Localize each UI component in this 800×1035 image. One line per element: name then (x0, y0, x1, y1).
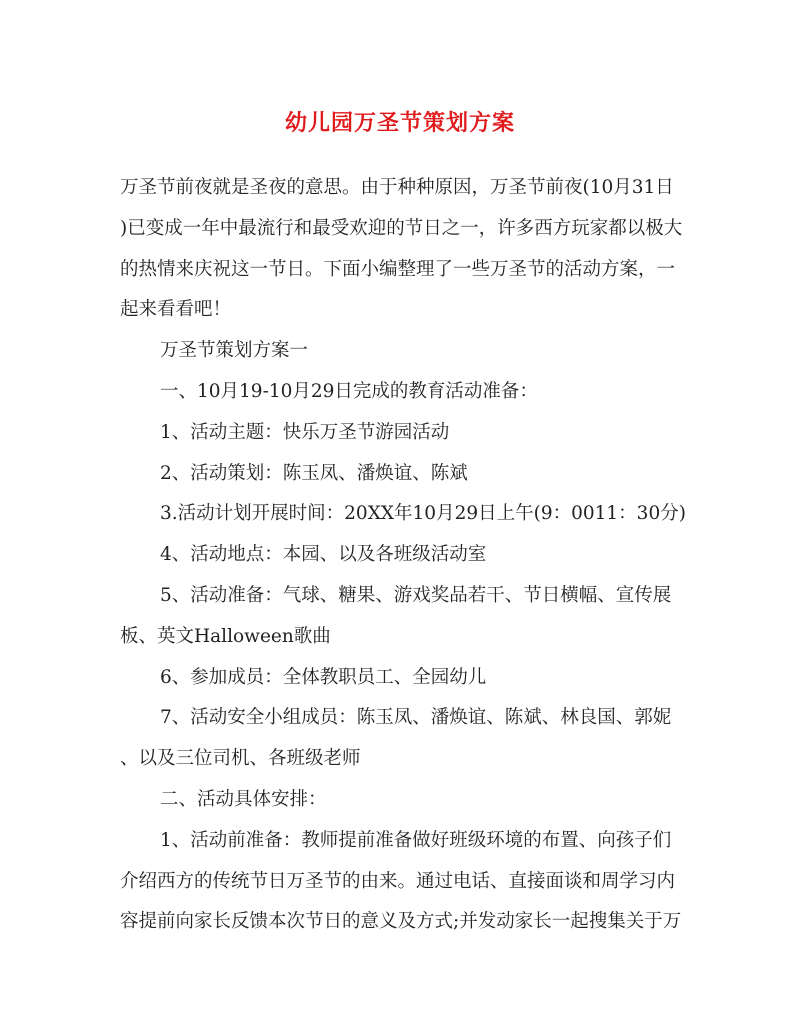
text-line: 起来看看吧！ (120, 299, 232, 321)
text-line: 2、活动策划：陈玉凤、潘焕谊、陈斌 (160, 462, 468, 484)
text-line: 万圣节前夜就是圣夜的意思。由于种种原因，万圣节前夜(10月31日 (120, 177, 674, 198)
text-line: 7、活动安全小组成员：陈玉凤、潘焕谊、陈斌、林良国、郭妮 (160, 707, 672, 729)
text-line: 的热情来庆祝这一节日。下面小编整理了一些万圣节的活动方案，一 (120, 258, 676, 280)
document-title: 幼儿园万圣节策划方案 (284, 110, 515, 136)
text-line: 板、英文Halloween歌曲 (120, 625, 331, 647)
text-line: 二、活动具体安排： (160, 788, 327, 810)
text-line: 、以及三位司机、各班级老师 (120, 748, 361, 770)
text-line: 一、10月19-10月29日完成的教育活动准备： (160, 380, 538, 402)
text-line: 4、活动地点：本园、以及各班级活动室 (160, 544, 487, 566)
text-line: )已变成一年中最流行和最受欢迎的节日之一，许多西方玩家都以极大 (120, 217, 683, 239)
text-line: 1、活动前准备：教师提前准备做好班级环境的布置、向孩子们 (160, 829, 672, 851)
text-line: 6、参加成员：全体教职员工、全园幼儿 (160, 666, 487, 688)
text-line: 容提前向家长反馈本次节日的意义及方式;并发动家长一起搜集关于万 (120, 911, 682, 933)
document-body (120, 168, 700, 943)
text-line: 万圣节策划方案一 (160, 340, 309, 362)
text-line: 介绍西方的传统节日万圣节的由来。通过电话、直接面谈和周学习内 (120, 870, 676, 892)
text-line: 1、活动主题：快乐万圣节游园活动 (160, 421, 450, 443)
text-line: 3.活动计划开展时间：20XX年10月29日上午(9：0011：30分) (160, 503, 686, 525)
text-line: 5、活动准备：气球、糖果、游戏奖品若干、节日横幅、宣传展 (160, 584, 672, 606)
